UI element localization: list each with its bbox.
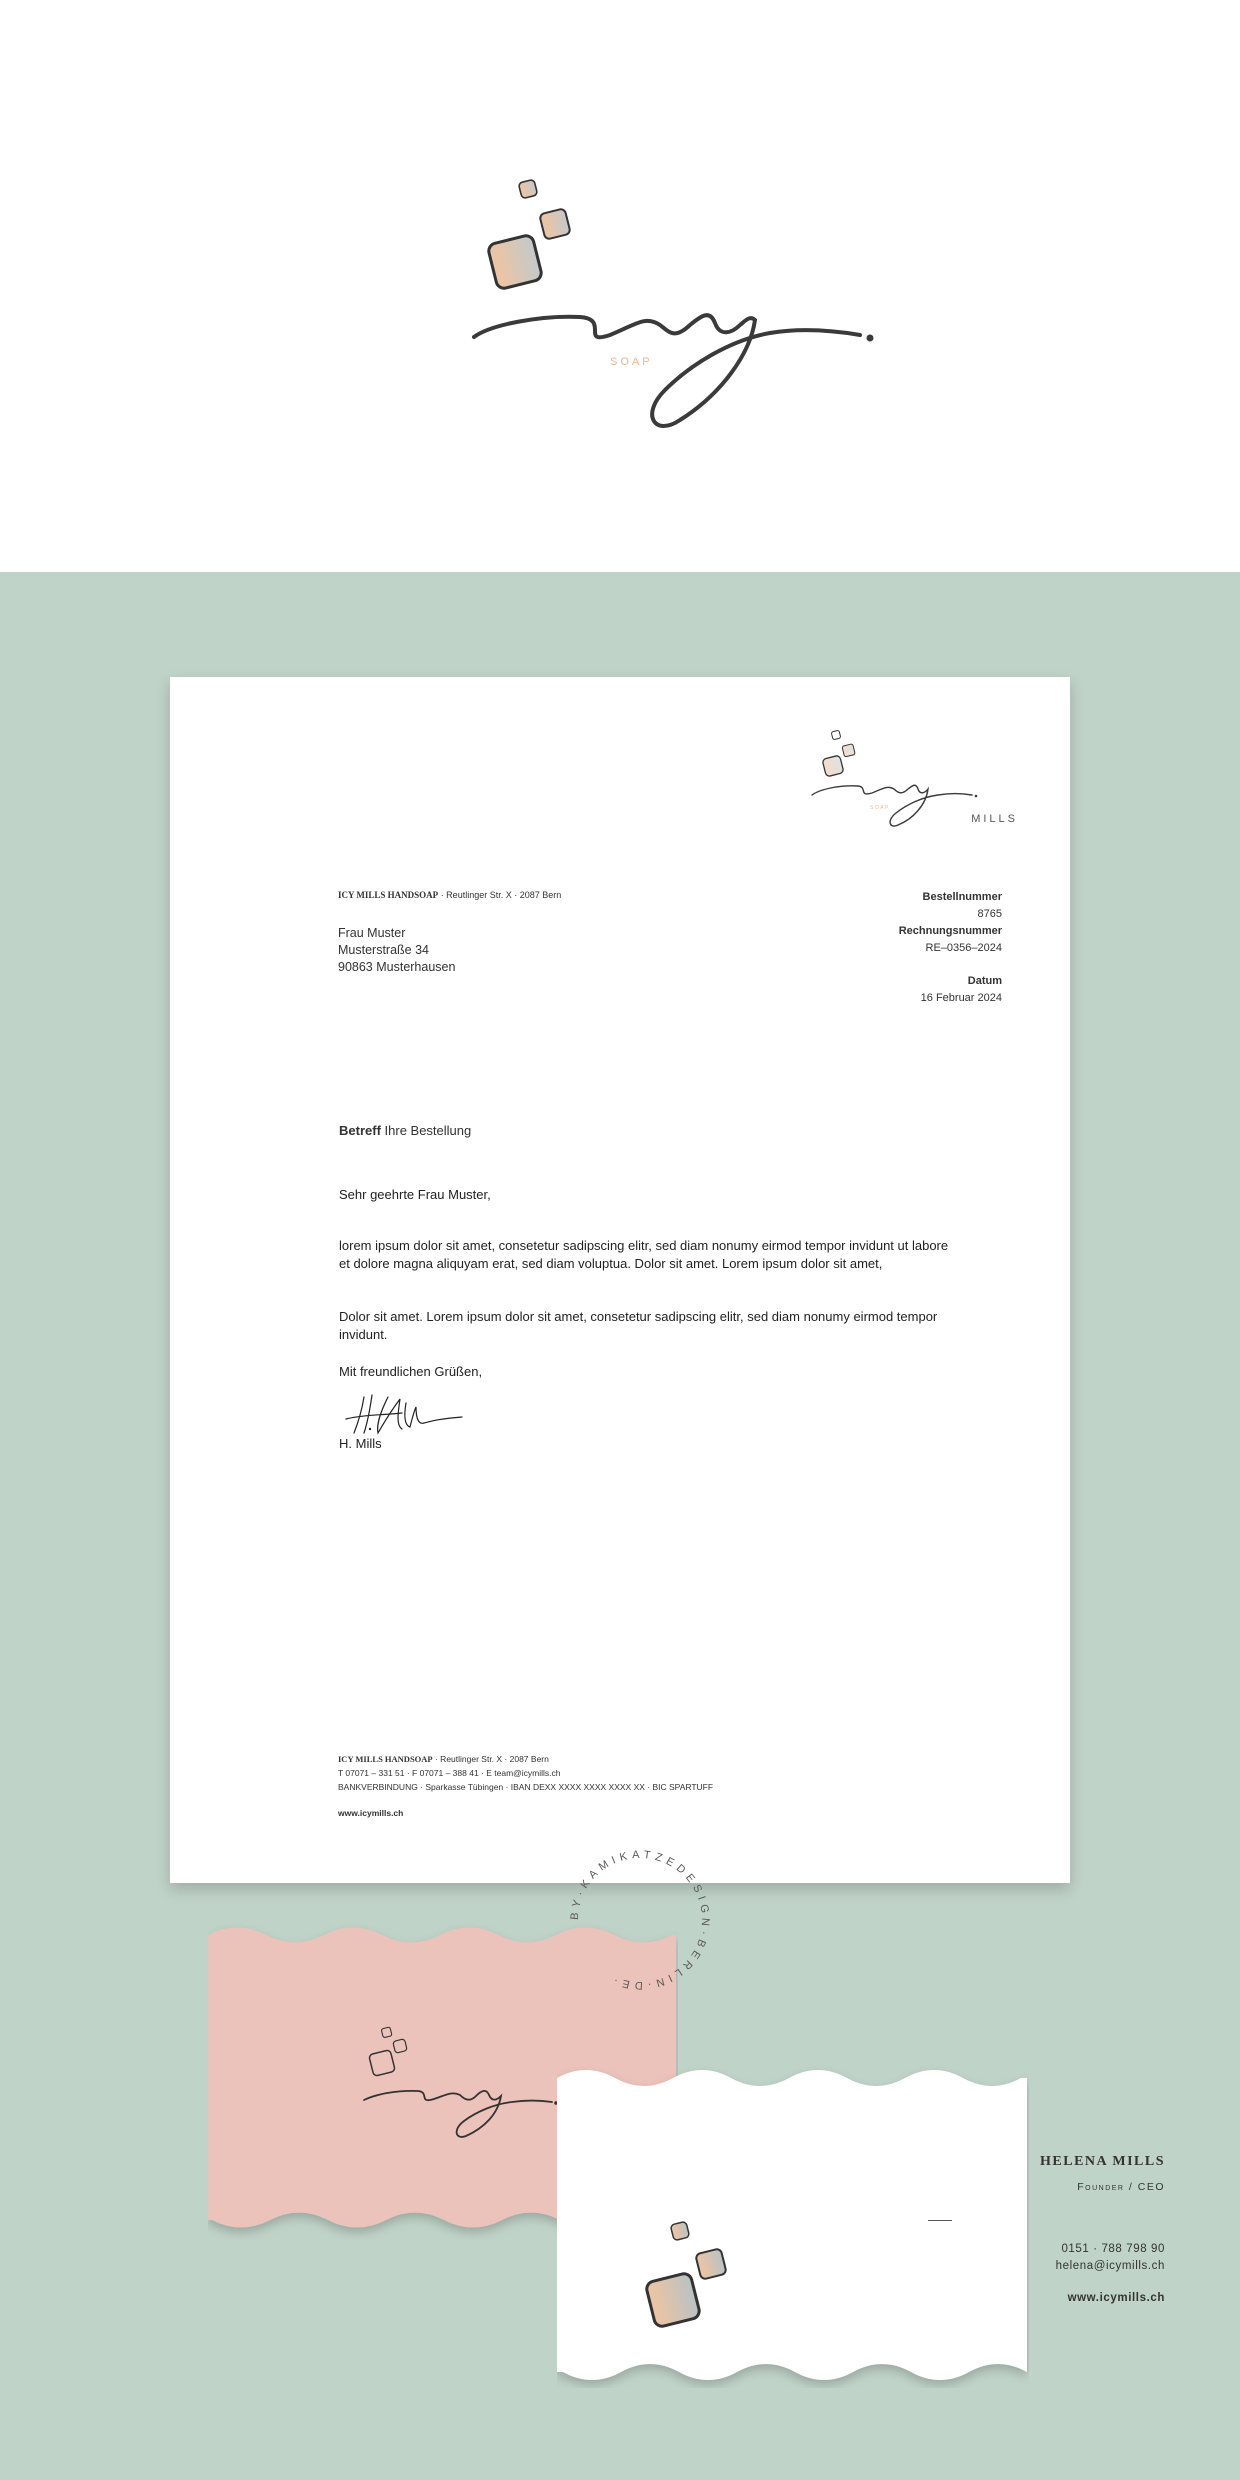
subject-label: Betreff xyxy=(339,1123,381,1138)
designer-stamp xyxy=(560,1840,720,2000)
soap-cubes-icon xyxy=(642,2215,734,2333)
card-holder-role: Founder / CEO xyxy=(1077,2181,1165,2193)
body-paragraph: lorem ipsum dolor sit amet, consetetur sadipscing elitr, sed diam nonumy eirmod tempor invidunt ut labore et dolore magna aliquyam erat, sed diam voluptua. Dolor sit amet. Lorem ipsum dolor sit amet, xyxy=(339,1238,949,1271)
subject-text: Ihre Bestellung xyxy=(380,1123,472,1138)
card-website[interactable]: www.icymills.ch xyxy=(1067,2292,1165,2304)
icy-mills-logo-icon xyxy=(810,727,1020,837)
footer-company-line xyxy=(338,1752,713,1766)
footer-address: · Reutlinger Str. X · 2087 Bern xyxy=(432,1754,549,1764)
subject-line xyxy=(339,1123,471,1138)
stamp-text: BY·KAMIKATZEDESIGN·BERLIN·DE· xyxy=(568,1848,712,1992)
business-card-front xyxy=(557,2062,1029,2388)
invoice-number-value: RE–0356–2024 xyxy=(925,942,1002,954)
sender-company: ICY MILLS HANDSOAP xyxy=(338,890,439,900)
brand-header xyxy=(0,0,1240,572)
recipient-line: Musterstraße 34 xyxy=(338,943,430,957)
salutation: Sehr geehrte Frau Muster, xyxy=(339,1187,491,1202)
handwritten-signature-icon xyxy=(342,1389,472,1443)
order-number-value: 8765 xyxy=(977,908,1002,920)
recipient-line: 90863 Musterhausen xyxy=(338,960,456,974)
recipient-address xyxy=(338,925,455,976)
letter-logo-mills: MILLS xyxy=(971,813,1018,825)
sender-line xyxy=(338,890,561,900)
card-email[interactable]: helena@icymills.ch xyxy=(1055,2260,1165,2272)
footer-company: ICY MILLS HANDSOAP xyxy=(338,1754,433,1764)
date-value: 16 Februar 2024 xyxy=(920,992,1002,1004)
letter-footer xyxy=(338,1752,713,1820)
icy-soap-logo-icon xyxy=(470,175,880,435)
order-number-label: Bestellnummer xyxy=(922,891,1002,903)
letterhead-page xyxy=(170,677,1070,1883)
card-holder-name: HELENA MILLS xyxy=(1040,2154,1165,2169)
footer-contact: T 07071 – 331 51 · F 07071 – 388 41 · E team@icymills.ch xyxy=(338,1768,561,1778)
order-meta xyxy=(899,889,1002,1007)
recipient-line: Frau Muster xyxy=(338,926,406,940)
body-paragraph: Dolor sit amet. Lorem ipsum dolor sit amet, consetetur sadipscing elitr, sed diam nonumy eirmod tempor invidunt. xyxy=(339,1309,938,1342)
footer-website: www.icymills.ch xyxy=(338,1808,404,1818)
letter-logo-sub: SOAP xyxy=(870,805,890,811)
card-phone: 0151 · 788 798 90 xyxy=(1061,2243,1165,2255)
sender-address: · Reutlinger Str. X · 2087 Bern xyxy=(438,890,562,900)
signature-name: H. Mills xyxy=(339,1436,382,1451)
svg-text:BY·KAMIKATZEDESIGN·BERLIN·DE· xyxy=(569,1849,712,1991)
closing: Mit freundlichen Grüßen, xyxy=(339,1364,483,1379)
card-divider xyxy=(928,2220,952,2221)
date-label: Datum xyxy=(967,975,1002,987)
footer-bank: BANKVERBINDUNG · Sparkasse Tübingen · IBAN DEXX XXXX XXXX XXXX XX · BIC SPARTUFF xyxy=(338,1782,714,1792)
invoice-number-label: Rechnungsnummer xyxy=(898,925,1002,937)
logo-sub-text: SOAP xyxy=(610,356,653,368)
